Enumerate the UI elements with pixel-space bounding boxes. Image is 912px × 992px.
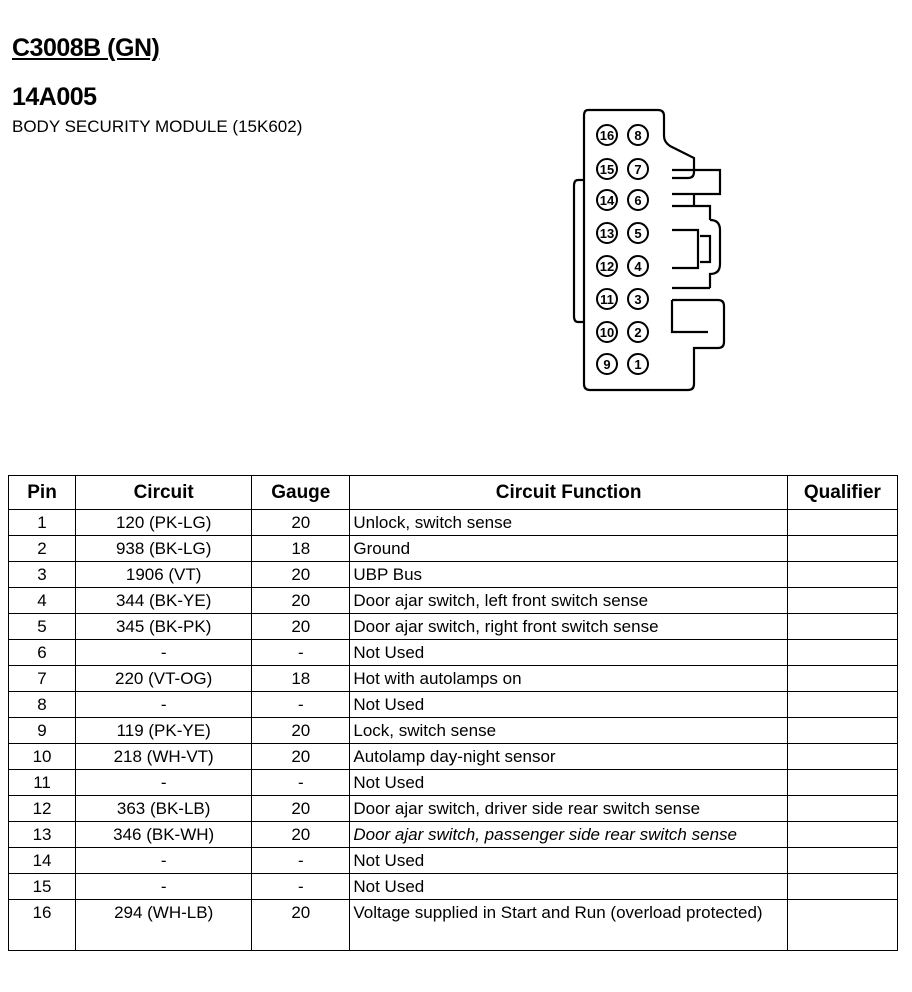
pin-6-icon — [628, 190, 648, 210]
pin-12-icon — [597, 256, 617, 276]
svg-text:12: 12 — [599, 259, 615, 274]
svg-text:6: 6 — [634, 193, 642, 208]
gauge-cell: 20 — [252, 744, 350, 770]
svg-text:9: 9 — [603, 357, 611, 372]
qualifier-cell — [787, 822, 897, 848]
function-cell: Not Used — [350, 770, 787, 796]
table-row — [9, 796, 898, 822]
svg-text:15: 15 — [599, 162, 615, 177]
pin-cell: 7 — [9, 666, 76, 692]
gauge-cell: 20 — [252, 796, 350, 822]
part-number: 14A005 — [12, 83, 97, 111]
table-row — [9, 822, 898, 848]
column-header-circuit: Circuit — [76, 476, 252, 510]
table-row — [9, 900, 898, 951]
pin-cell: 16 — [9, 900, 76, 951]
pin-3-icon — [628, 289, 648, 309]
gauge-cell: 20 — [252, 718, 350, 744]
gauge-cell: - — [252, 848, 350, 874]
pin-cell: 8 — [9, 692, 76, 718]
gauge-cell: 18 — [252, 666, 350, 692]
table-row — [9, 588, 898, 614]
module-name: BODY SECURITY MODULE (15K602) — [12, 117, 303, 136]
function-cell: Autolamp day-night sensor — [350, 744, 787, 770]
qualifier-cell — [787, 796, 897, 822]
table-row — [9, 848, 898, 874]
function-cell: Not Used — [350, 640, 787, 666]
table-row — [9, 718, 898, 744]
function-cell: Not Used — [350, 692, 787, 718]
pin-cell: 9 — [9, 718, 76, 744]
table-row — [9, 692, 898, 718]
function-cell: Ground — [350, 536, 787, 562]
function-cell: Not Used — [350, 874, 787, 900]
circuit-cell: 294 (WH-LB) — [76, 900, 252, 951]
qualifier-cell — [787, 692, 897, 718]
qualifier-cell — [787, 614, 897, 640]
circuit-cell: 120 (PK-LG) — [76, 510, 252, 536]
pin-cell: 14 — [9, 848, 76, 874]
gauge-cell: 20 — [252, 510, 350, 536]
qualifier-cell — [787, 874, 897, 900]
svg-text:14: 14 — [599, 193, 615, 208]
column-header-circuit-function: Circuit Function — [350, 476, 787, 510]
pin-cell: 1 — [9, 510, 76, 536]
svg-text:3: 3 — [634, 292, 642, 307]
pin-16-icon — [597, 125, 617, 145]
function-cell: UBP Bus — [350, 562, 787, 588]
pin-cell: 6 — [9, 640, 76, 666]
circuit-cell: 938 (BK-LG) — [76, 536, 252, 562]
table-row — [9, 770, 898, 796]
function-cell: Voltage supplied in Start and Run (overload protected) — [350, 900, 787, 951]
table-row — [9, 874, 898, 900]
pin-1-icon — [628, 354, 648, 374]
table-row — [9, 562, 898, 588]
gauge-cell: - — [252, 692, 350, 718]
pin-14-icon — [597, 190, 617, 210]
pin-cell: 4 — [9, 588, 76, 614]
svg-text:16: 16 — [599, 128, 615, 143]
qualifier-cell — [787, 900, 897, 951]
pin-cell: 5 — [9, 614, 76, 640]
table-row — [9, 744, 898, 770]
connector-housing-outline — [574, 110, 724, 390]
qualifier-cell — [787, 848, 897, 874]
column-header-gauge: Gauge — [252, 476, 350, 510]
pin-cell: 11 — [9, 770, 76, 796]
circuit-cell: 346 (BK-WH) — [76, 822, 252, 848]
pin-cell: 2 — [9, 536, 76, 562]
connector-face-diagram — [560, 100, 740, 400]
pinout-table — [8, 475, 898, 951]
function-cell: Door ajar switch, left front switch sense — [350, 588, 787, 614]
table-header-row — [9, 476, 898, 510]
gauge-cell: 20 — [252, 822, 350, 848]
circuit-cell: 345 (BK-PK) — [76, 614, 252, 640]
right-pin-column — [628, 125, 648, 374]
gauge-cell: 20 — [252, 588, 350, 614]
circuit-cell: - — [76, 770, 252, 796]
pin-4-icon — [628, 256, 648, 276]
pin-cell: 10 — [9, 744, 76, 770]
left-pin-column — [597, 125, 617, 374]
table-row — [9, 614, 898, 640]
pin-10-icon — [597, 322, 617, 342]
pin-15-icon — [597, 159, 617, 179]
pin-9-icon — [597, 354, 617, 374]
circuit-cell: - — [76, 692, 252, 718]
svg-text:5: 5 — [634, 226, 642, 241]
svg-text:10: 10 — [599, 325, 615, 340]
function-cell: Not Used — [350, 848, 787, 874]
function-cell: Door ajar switch, passenger side rear switch sense — [350, 822, 787, 848]
gauge-cell: 20 — [252, 900, 350, 951]
table-row — [9, 666, 898, 692]
circuit-cell: - — [76, 874, 252, 900]
svg-text:2: 2 — [634, 325, 642, 340]
gauge-cell: - — [252, 640, 350, 666]
qualifier-cell — [787, 666, 897, 692]
function-cell: Hot with autolamps on — [350, 666, 787, 692]
pin-5-icon — [628, 223, 648, 243]
svg-text:11: 11 — [600, 292, 614, 307]
qualifier-cell — [787, 510, 897, 536]
pin-cell: 15 — [9, 874, 76, 900]
table-row — [9, 640, 898, 666]
function-cell: Door ajar switch, right front switch sense — [350, 614, 787, 640]
pin-cell: 3 — [9, 562, 76, 588]
pin-cell: 13 — [9, 822, 76, 848]
column-header-qualifier: Qualifier — [787, 476, 897, 510]
column-header-pin: Pin — [9, 476, 76, 510]
function-cell: Unlock, switch sense — [350, 510, 787, 536]
pin-2-icon — [628, 322, 648, 342]
gauge-cell: 20 — [252, 614, 350, 640]
svg-text:7: 7 — [634, 162, 642, 177]
circuit-cell: 218 (WH-VT) — [76, 744, 252, 770]
svg-text:13: 13 — [599, 226, 615, 241]
pin-7-icon — [628, 159, 648, 179]
qualifier-cell — [787, 640, 897, 666]
circuit-cell: 119 (PK-YE) — [76, 718, 252, 744]
qualifier-cell — [787, 562, 897, 588]
connector-title: C3008B (GN) — [12, 34, 160, 62]
function-cell: Door ajar switch, driver side rear switch sense — [350, 796, 787, 822]
gauge-cell: 20 — [252, 562, 350, 588]
pin-11-icon — [597, 289, 617, 309]
circuit-cell: - — [76, 848, 252, 874]
svg-text:1: 1 — [634, 357, 642, 372]
gauge-cell: - — [252, 770, 350, 796]
qualifier-cell — [787, 588, 897, 614]
qualifier-cell — [787, 536, 897, 562]
svg-text:4: 4 — [634, 259, 642, 274]
gauge-cell: - — [252, 874, 350, 900]
svg-text:8: 8 — [634, 128, 642, 143]
circuit-cell: - — [76, 640, 252, 666]
circuit-cell: 344 (BK-YE) — [76, 588, 252, 614]
table-row — [9, 510, 898, 536]
circuit-cell: 363 (BK-LB) — [76, 796, 252, 822]
qualifier-cell — [787, 770, 897, 796]
pin-8-icon — [628, 125, 648, 145]
pin-cell: 12 — [9, 796, 76, 822]
qualifier-cell — [787, 718, 897, 744]
qualifier-cell — [787, 744, 897, 770]
circuit-cell: 1906 (VT) — [76, 562, 252, 588]
table-row — [9, 536, 898, 562]
function-cell: Lock, switch sense — [350, 718, 787, 744]
pin-13-icon — [597, 223, 617, 243]
circuit-cell: 220 (VT-OG) — [76, 666, 252, 692]
gauge-cell: 18 — [252, 536, 350, 562]
